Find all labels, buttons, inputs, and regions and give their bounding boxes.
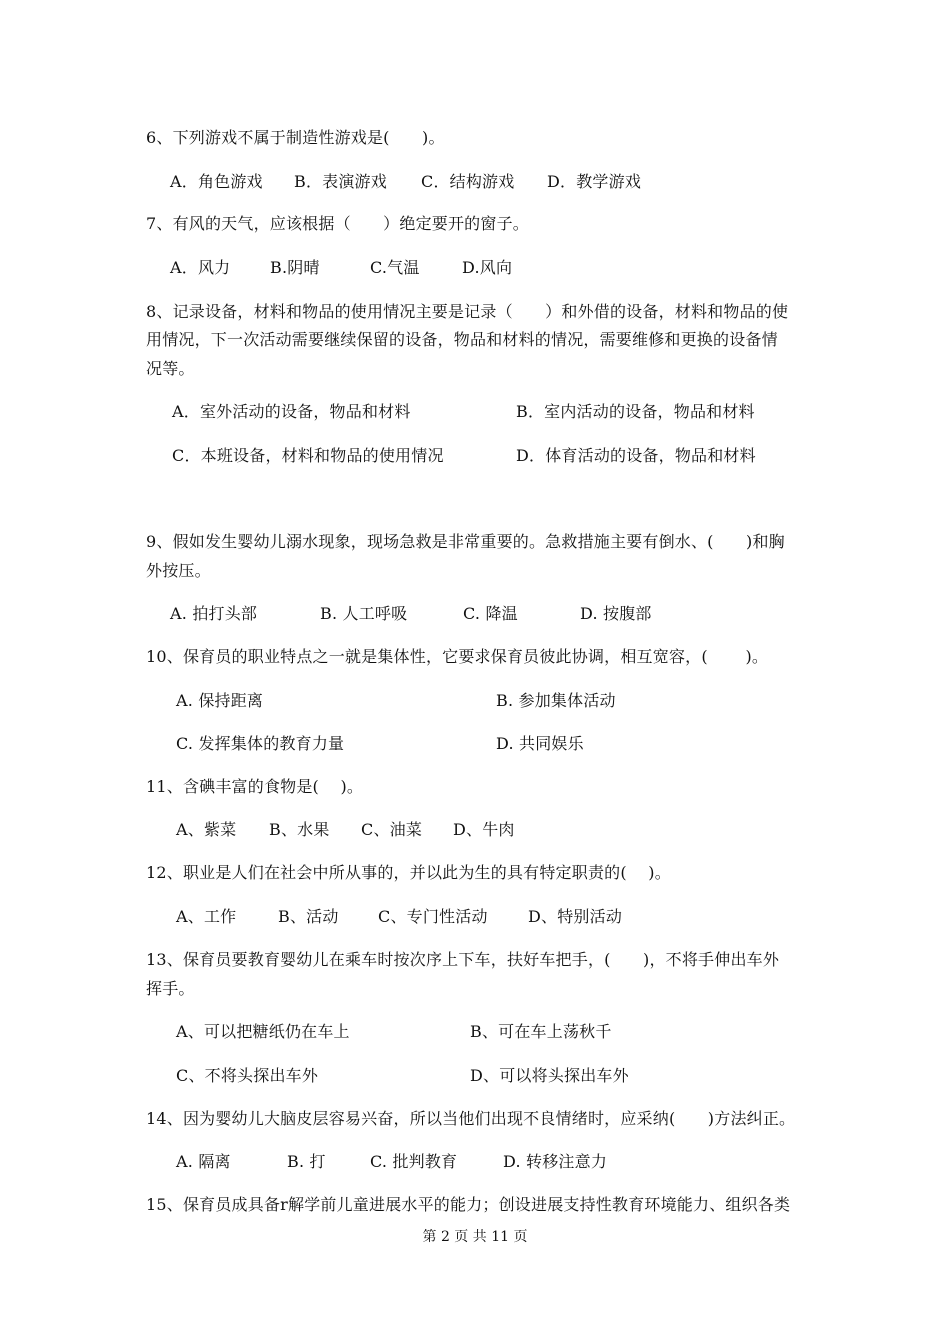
question-7-option-a: A．风力 bbox=[170, 258, 231, 277]
question-7-option-b: B.阴晴 bbox=[270, 258, 320, 277]
question-10-option-a: A. 保持距离 bbox=[176, 691, 264, 710]
question-10-option-c: C. 发挥集体的教育力量 bbox=[176, 734, 345, 753]
question-11-option-b: B、水果 bbox=[269, 820, 330, 839]
question-14-option-a: A. 隔离 bbox=[176, 1152, 231, 1171]
question-12-option-d: D、特别活动 bbox=[528, 907, 623, 926]
question-7-text: 7、有风的天气，应该根据（ ）绝定要开的窗子。 bbox=[146, 214, 529, 233]
question-8-option-a: A．室外活动的设备，物品和材料 bbox=[172, 402, 411, 421]
question-11-option-a: A、紫菜 bbox=[176, 820, 237, 839]
question-6-option-a: A．角色游戏 bbox=[170, 172, 263, 191]
question-8-line-1: 8、记录设备，材料和物品的使用情况主要是记录（ ）和外借的设备，材料和物品的使 bbox=[146, 302, 789, 321]
question-9-option-c: C. 降温 bbox=[463, 604, 518, 623]
question-15-text: 15、保育员成具备r解学前儿童进展水平的能力；创设进展支持性教育环境能力、组织各类 bbox=[146, 1195, 791, 1214]
question-11-option-d: D、牛肉 bbox=[453, 820, 515, 839]
question-12-option-a: A、工作 bbox=[176, 907, 237, 926]
question-8-option-b: B．室内活动的设备，物品和材料 bbox=[516, 402, 755, 421]
question-7-option-d: D.风向 bbox=[462, 258, 513, 277]
question-13-option-d: D、可以将头探出车外 bbox=[470, 1066, 629, 1085]
question-13-option-b: B、可在车上荡秋千 bbox=[470, 1022, 612, 1041]
question-9-line-2: 外按压。 bbox=[146, 561, 211, 580]
question-6-option-c: C．结构游戏 bbox=[421, 172, 515, 191]
question-12-option-c: C、专门性活动 bbox=[378, 907, 488, 926]
question-10-option-d: D. 共同娱乐 bbox=[496, 734, 584, 753]
question-6-option-d: D．教学游戏 bbox=[547, 172, 642, 191]
question-6-text: 6、下列游戏不属于制造性游戏是( )。 bbox=[146, 128, 445, 147]
question-11-text: 11、含碘丰富的食物是( )。 bbox=[146, 777, 364, 796]
page-number-footer: 第 2 页 共 11 页 bbox=[422, 1229, 528, 1245]
question-13-option-a: A、可以把糖纸仍在车上 bbox=[176, 1022, 350, 1041]
question-9-option-d: D. 按腹部 bbox=[580, 604, 652, 623]
question-8-option-c: C．本班设备，材料和物品的使用情况 bbox=[172, 446, 444, 465]
question-13-line-1: 13、保育员要教育婴幼儿在乘车时按次序上下车，扶好车把手，( )，不将手伸出车外 bbox=[146, 950, 780, 969]
question-6-option-b: B．表演游戏 bbox=[294, 172, 387, 191]
question-10-option-b: B. 参加集体活动 bbox=[496, 691, 616, 710]
question-12-text: 12、职业是人们在社会中所从事的，并以此为生的具有特定职责的( )。 bbox=[146, 863, 671, 882]
question-14-option-b: B. 打 bbox=[287, 1152, 326, 1171]
question-14-option-d: D. 转移注意力 bbox=[503, 1152, 608, 1171]
question-7-option-c: C.气温 bbox=[370, 258, 420, 277]
question-14-text: 14、因为婴幼儿大脑皮层容易兴奋，所以当他们出现不良情绪时，应采纳( )方法纠正。 bbox=[146, 1109, 796, 1128]
question-14-option-c: C. 批判教育 bbox=[370, 1152, 458, 1171]
question-9-option-a: A. 拍打头部 bbox=[170, 604, 258, 623]
question-8-line-2: 用情况，下一次活动需要继续保留的设备，物品和材料的情况，需要维修和更换的设备情 bbox=[146, 330, 778, 349]
question-9-line-1: 9、假如发生婴幼儿溺水现象，现场急救是非常重要的。急救措施主要有倒水、( )和胸 bbox=[146, 532, 785, 551]
question-12-option-b: B、活动 bbox=[278, 907, 339, 926]
question-8-line-3: 况等。 bbox=[146, 359, 195, 378]
question-13-line-2: 挥手。 bbox=[146, 979, 195, 998]
question-8-option-d: D．体育活动的设备，物品和材料 bbox=[516, 446, 756, 465]
question-10-text: 10、保育员的职业特点之一就是集体性，它要求保育员彼此协调，相互宽容，( )。 bbox=[146, 647, 769, 666]
question-13-option-c: C、不将头探出车外 bbox=[176, 1066, 319, 1085]
question-11-option-c: C、油菜 bbox=[361, 820, 423, 839]
question-9-option-b: B. 人工呼吸 bbox=[320, 604, 408, 623]
